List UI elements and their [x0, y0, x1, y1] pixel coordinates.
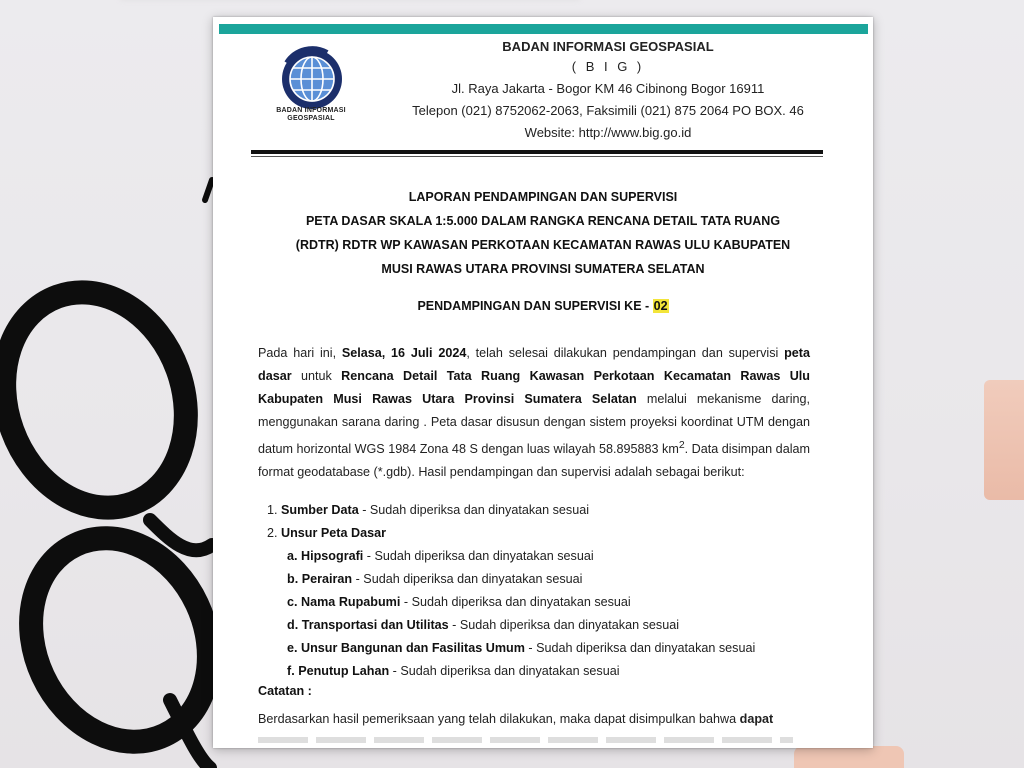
sub-list-letter: b.: [287, 572, 299, 586]
org-abbreviation: ( B I G ): [571, 59, 645, 74]
sub-list-status: - Sudah diperiksa dan dinyatakan sesuai: [352, 572, 583, 586]
sub-list-label: Transportasi dan Utilitas: [301, 618, 449, 632]
notes-text-span: Berdasarkan hasil pemeriksaan yang telah dilakukan, maka dapat disimpulkan bahwa: [258, 712, 740, 726]
sub-list-letter: d.: [287, 618, 299, 632]
org-name: BADAN INFORMASI GEOSPASIAL: [502, 39, 714, 54]
body-paragraph: [258, 342, 810, 484]
sub-list-letter: c.: [287, 595, 298, 609]
notes-heading: Catatan :: [258, 684, 312, 698]
body-bold-span: peta dasar: [258, 346, 810, 383]
sub-list-letter: f.: [287, 664, 295, 678]
letterhead: [363, 39, 853, 147]
body-bold-span: Rencana Detail Tata Ruang Kawasan Perkotaan Kecamatan Rawas Ulu Kabupaten Musi Rawas Utara Provinsi Sumatera Selatan: [258, 369, 810, 406]
sub-list-item: [267, 545, 755, 568]
logo-caption: BADAN INFORMASI GEOSPASIAL: [276, 107, 346, 122]
org-phone: Telepon (021) 8752062-2063, Faksimili (021) 875 2064 PO BOX. 46: [412, 103, 804, 118]
header-accent-bar: [219, 24, 868, 34]
sub-list-label: Penutup Lahan: [298, 664, 390, 678]
sub-list-item: [267, 591, 755, 614]
letterhead-rule-thick: [251, 150, 823, 154]
sub-list-letter: a.: [287, 549, 298, 563]
section-number-highlight: 02: [653, 299, 668, 313]
body-text-span: , telah selesai dilakukan pendampingan dan supervisi: [466, 346, 785, 360]
body-text-span: . Data disimpan dalam format geodatabase (*.gdb). Hasil pendampingan dan supervisi adalah sebagai berikut:: [258, 442, 810, 480]
background-object-bottom: [794, 746, 904, 768]
list-item: [267, 522, 755, 545]
title-line: LAPORAN PENDAMPINGAN DAN SUPERVISI: [408, 190, 678, 204]
list-number: 2.: [267, 526, 278, 540]
results-list: [267, 499, 755, 683]
org-address: Jl. Raya Jakarta - Bogor KM 46 Cibinong Bogor 16911: [451, 81, 765, 96]
title-line: MUSI RAWAS UTARA PROVINSI SUMATERA SELATAN: [381, 262, 705, 276]
sub-list-status: - Sudah diperiksa dan dinyatakan sesuai: [448, 618, 680, 632]
sub-list-label: Hipsografi: [301, 549, 364, 563]
list-label: Unsur Peta Dasar: [281, 526, 387, 540]
title-line: PETA DASAR SKALA 1:5.000 DALAM RANGKA RENCANA DETAIL TATA RUANG: [305, 214, 781, 228]
sub-list-item: [267, 568, 755, 591]
report-date: Selasa, 16 Juli 2024: [341, 346, 467, 360]
body-text-span: melalui mekanisme daring, menggunakan sarana daring . Peta dasar disusun dengan sistem proyeksi koordinat UTM dengan datum horizontal WGS 1984 Zona 48 S dengan luas wilayah 58.895883 km: [258, 392, 810, 457]
cut-off-text-line: [258, 737, 793, 743]
list-label: Sumber Data: [281, 503, 359, 517]
sub-list-item: [267, 660, 755, 683]
sub-list-item: [267, 637, 755, 660]
sub-list-label: Nama Rupabumi: [301, 595, 401, 609]
notes-bold-span: dapat: [739, 712, 774, 726]
sub-list-letter: e.: [287, 641, 298, 655]
background-object: [984, 380, 1024, 500]
sub-list-label: Unsur Bangunan dan Fasilitas Umum: [301, 641, 525, 655]
sub-list-status: - Sudah diperiksa dan dinyatakan sesuai: [524, 641, 756, 655]
list-number: 1.: [267, 503, 278, 517]
list-status: - Sudah diperiksa dan dinyatakan sesuai: [358, 503, 590, 517]
org-website: Website: http://www.big.go.id: [524, 125, 692, 140]
sub-list-label: Perairan: [301, 572, 353, 586]
document-page: [213, 17, 873, 748]
report-title: [233, 185, 853, 281]
letterhead-rule-thin: [251, 156, 823, 157]
sub-list-item: [267, 614, 755, 637]
list-item: [267, 499, 755, 522]
section-heading-text: PENDAMPINGAN DAN SUPERVISI KE -: [417, 299, 653, 313]
body-text-span: untuk: [291, 369, 342, 383]
body-text-span: Pada hari ini,: [258, 346, 342, 360]
superscript: 2: [678, 439, 685, 451]
title-line: (RDTR) RDTR WP KAWASAN PERKOTAAN KECAMATAN RAWAS ULU KABUPATEN: [295, 238, 791, 252]
notes-text: [258, 708, 810, 731]
section-heading: [233, 299, 853, 313]
sub-list-status: - Sudah diperiksa dan dinyatakan sesuai: [363, 549, 594, 563]
sub-list-status: - Sudah diperiksa dan dinyatakan sesuai: [400, 595, 631, 609]
sub-list-status: - Sudah diperiksa dan dinyatakan sesuai: [389, 664, 620, 678]
